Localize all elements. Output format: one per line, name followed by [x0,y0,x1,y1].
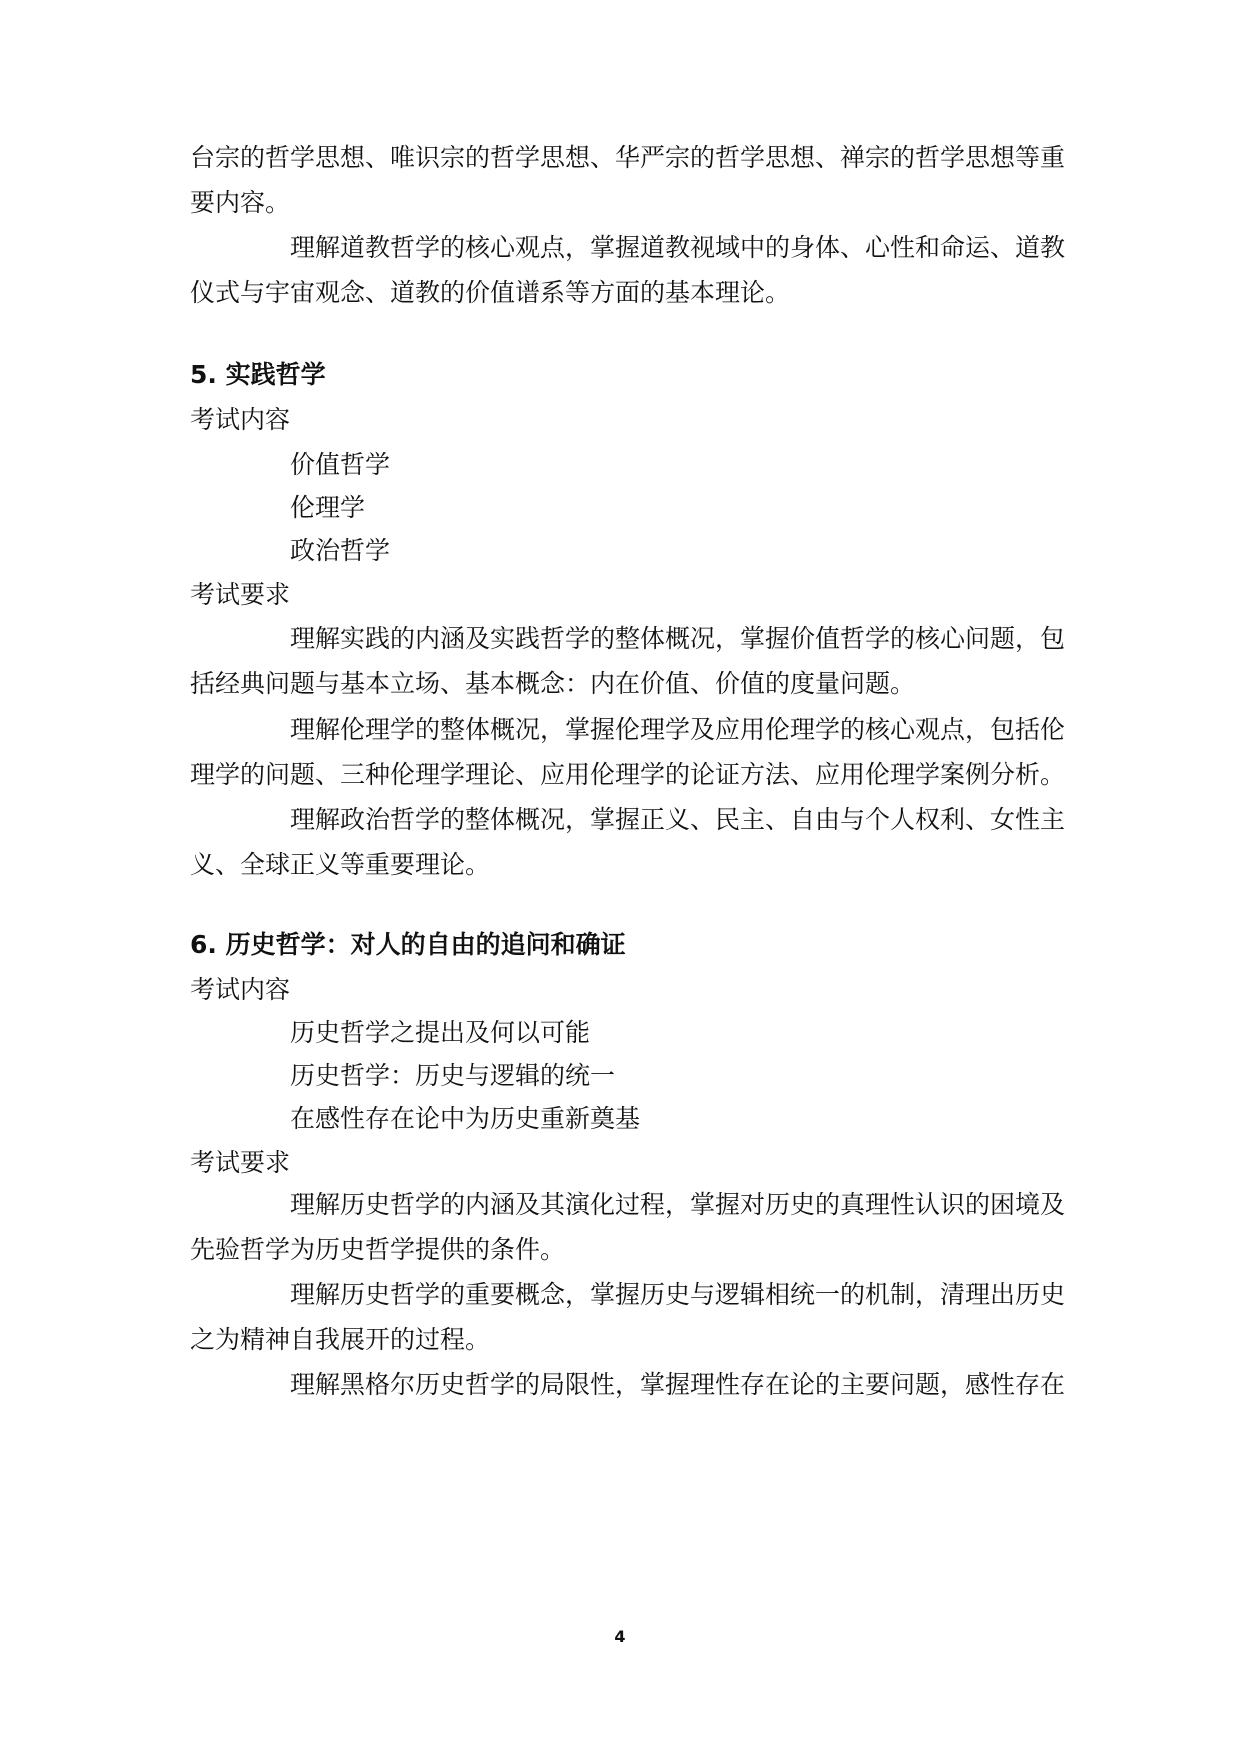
content-item: 政治哲学 [290,536,391,565]
paragraph-line: 理解道教哲学的核心观点，掌握道教视域中的身体、心性和命运、道教 [290,233,1066,262]
content-label: 考试内容 [190,975,291,1004]
paragraph-line: 理解伦理学的整体概况，掌握伦理学及应用伦理学的核心观点，包括伦 [290,715,1066,744]
paragraph-line: 理解政治哲学的整体概况，掌握正义、民主、自由与个人权利、女性主 [290,805,1066,834]
requirements-label: 考试要求 [190,1148,291,1177]
paragraph-line: 仪式与宇宙观念、道教的价值谱系等方面的基本理论。 [190,278,791,307]
content-item: 历史哲学：历史与逻辑的统一 [290,1061,616,1090]
paragraph-line: 义、全球正义等重要理论。 [190,850,491,879]
content-item: 在感性存在论中为历史重新奠基 [290,1104,641,1133]
content-item: 伦理学 [290,493,366,522]
paragraph-line: 要内容。 [190,188,291,217]
paragraph-line: 先验哲学为历史哲学提供的条件。 [190,1235,566,1264]
paragraph-line: 之为精神自我展开的过程。 [190,1325,491,1354]
paragraph-line: 理解实践的内涵及实践哲学的整体概况，掌握价值哲学的核心问题，包 [290,624,1066,653]
paragraph-line: 括经典问题与基本立场、基本概念：内在价值、价值的度量问题。 [190,669,916,698]
content-item: 历史哲学之提出及何以可能 [290,1018,591,1047]
paragraph-line: 理学的问题、三种伦理学理论、应用伦理学的论证方法、应用伦理学案例分析。 [190,760,1066,789]
section-heading: 5. 实践哲学 [190,360,326,389]
paragraph-line: 台宗的哲学思想、唯识宗的哲学思想、华严宗的哲学思想、禅宗的哲学思想等重 [190,143,1066,172]
content-label: 考试内容 [190,405,291,434]
section-heading: 6. 历史哲学：对人的自由的追问和确证 [190,930,626,959]
content-item: 价值哲学 [290,450,391,479]
page-number: 4 [614,1627,626,1646]
paragraph-line: 理解历史哲学的内涵及其演化过程，掌握对历史的真理性认识的困境及 [290,1190,1066,1219]
paragraph-line: 理解历史哲学的重要概念，掌握历史与逻辑相统一的机制，清理出历史 [290,1280,1066,1309]
requirements-label: 考试要求 [190,580,291,609]
paragraph-line: 理解黑格尔历史哲学的局限性，掌握理性存在论的主要问题，感性存在 [290,1370,1066,1399]
